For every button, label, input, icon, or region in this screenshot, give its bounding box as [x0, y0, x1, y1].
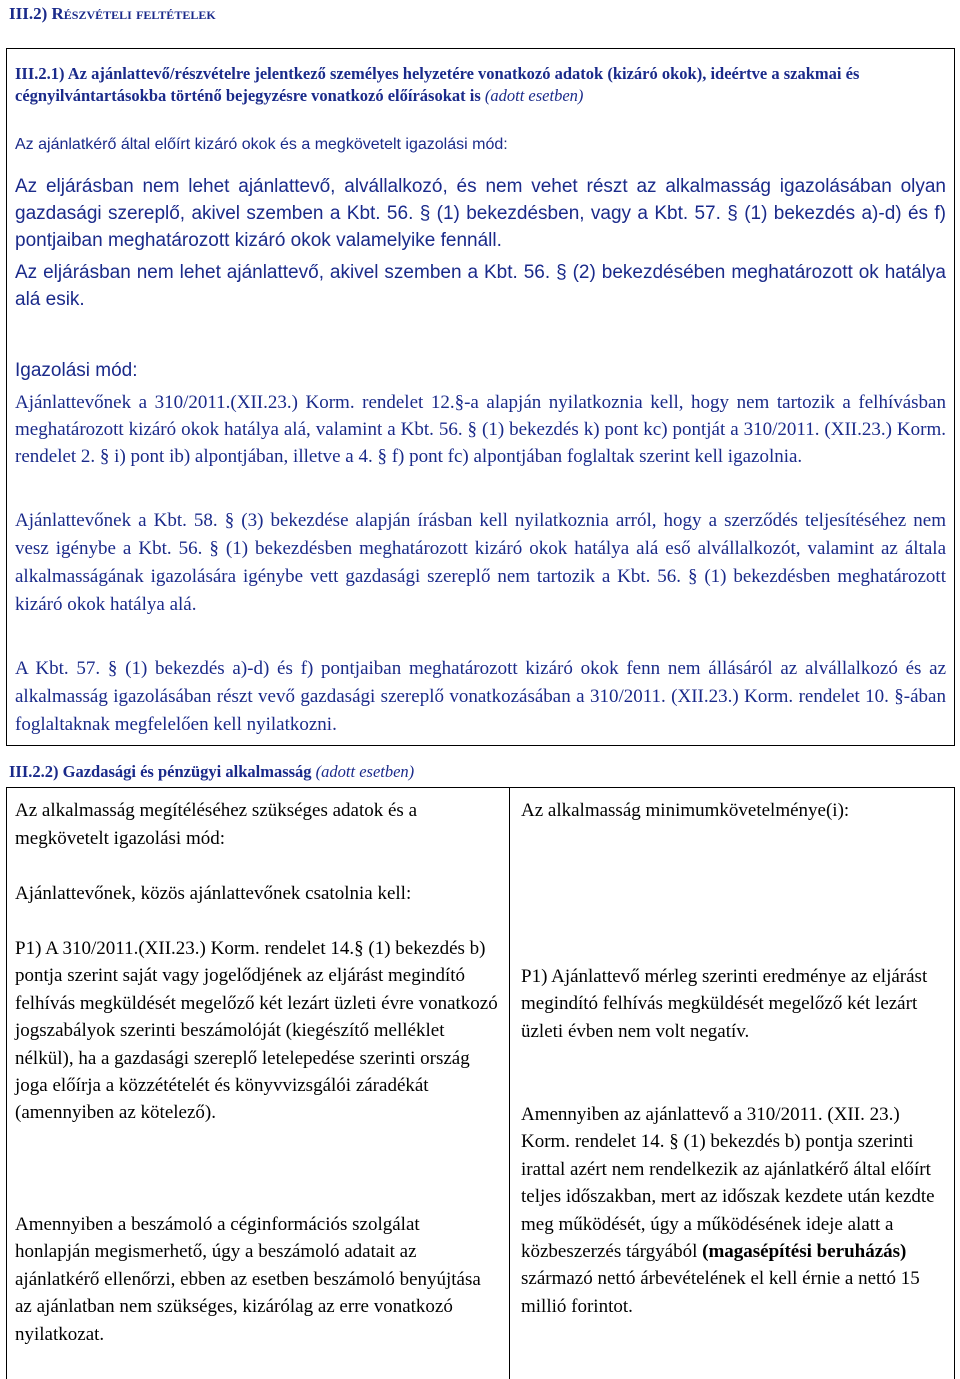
s21-heading-text: Az ajánlattevő/részvételre jelentkező személyes helyzetére vonatkozó adatok (kizáró okok), ideértve a szakmai és cégnyilvántartásokba történő bejegyzésre vonatkozó előírásokat is	[15, 64, 860, 105]
right-p2	[521, 1101, 946, 1320]
s21-igazolasi-label: Igazolási mód:	[15, 360, 138, 381]
s22-heading-num: III.2.2)	[9, 762, 59, 781]
left-p1: Ajánlattevőnek, közös ajánlattevőnek csatolnia kell:	[15, 883, 412, 904]
s21-para5: A Kbt. 57. § (1) bekezdés a)-d) és f) pontjaiban meghatározott kizáró okok fenn nem állásáról az alvállalkozó és az alkalmasság igazolásában részt vevő gazdasági szereplő vonatkozásában a 310/2011. (XII.23.) Korm. rendelet 10. §-ában foglaltaknak megfelelően kell nyilatkozni.	[15, 658, 946, 735]
s21-heading-num: III.2.1)	[15, 64, 65, 83]
s21-para1: Az eljárásban nem lehet ajánlattevő, alvállalkozó, és nem vehet részt az alkalmasság igazolásában olyan gazdasági szereplő, akivel szemben a Kbt. 56. § (1) bekezdésben, vagy a Kbt. 57. § (1) bekezdés a)-d) és f) pontjaiban meghatározott kizáró okok valamelyike fennáll.	[15, 176, 946, 251]
left-p3: Amennyiben a beszámoló a céginformációs szolgálat honlapján megismerhető, úgy a beszámoló adatait az ajánlatkérő ellenőrzi, ebben az esetben beszámoló benyújtása az ajánlatban nem szükséges, kizárólag az erre vonatkozó nyilatkozat.	[15, 1214, 481, 1345]
s22-heading-text: Gazdasági és pénzügyi alkalmasság	[62, 762, 312, 781]
exclusion-grounds-box	[6, 48, 955, 746]
right-header: Az alkalmasság minimumkövetelménye(i):	[521, 800, 850, 821]
right-p2-text: Amennyiben az ajánlattevő a 310/2011. (XII. 23.) Korm. rendelet 14. § (1) bekezdés b) pontja szerinti irattal azért nem rendelkezik az ajánlatkérő által előírt teljes időszakban, mert az időszak kezdete után kezdte meg működését, úgy a működésének ideje alatt a közbeszerzés tárgyából	[521, 1104, 935, 1263]
s22-heading	[9, 761, 960, 783]
right-p2-bold: (magasépítési beruházás)	[702, 1241, 907, 1263]
s21-heading-note: (adott esetben)	[484, 86, 584, 105]
s21-heading	[15, 63, 946, 107]
right-p2-end: származó nettó árbevételének el kell érnie a nettó 15 millió forintot.	[521, 1268, 920, 1317]
requirements-column	[7, 788, 510, 1379]
minimum-requirements-column	[510, 788, 954, 1379]
left-p2: P1) A 310/2011.(XII.23.) Korm. rendelet 14.§ (1) bekezdés b) pontja szerint saját vagy jogelődjének az eljárást megindító felhívás megküldését megelőző két lezárt üzleti évre vonatkozó jogszabályok szerinti beszámolóját (kiegészítő melléklet nélkül), ha a gazdasági szereplő letelepedése szerinti ország joga előírja a közzétételét és könyvvizsgálói záradékát (amennyiben az kötelező).	[15, 938, 498, 1124]
s21-para2: Az eljárásban nem lehet ajánlattevő, akivel szemben a Kbt. 56. § (2) bekezdésében meghatározott ok hatálya alá esik.	[15, 262, 946, 310]
s21-para4: Ajánlattevőnek a Kbt. 58. § (3) bekezdése alapján írásban kell nyilatkoznia arról, hogy a szerződés teljesítéséhez nem vesz igénybe a Kbt. 56. § (1) bekezdésben meghatározott kizáró okok hatálya alá eső alvállalkozót, valamint az általa alkalmasságának igazolására igénybe vett gazdasági szereplő nem tartozik a Kbt. 56. § (1) bekezdésben meghatározott kizáró okok hatálya alá.	[15, 510, 946, 615]
s22-heading-note: (adott esetben)	[315, 762, 415, 781]
left-header: Az alkalmasság megítéléséhez szükséges adatok és a megkövetelt igazolási mód:	[15, 800, 418, 849]
section-title: III.2) Részvételi feltételek	[9, 4, 216, 23]
right-p1: P1) Ajánlattevő mérleg szerinti eredménye az eljárást megindító felhívás megküldését megelőző két lezárt üzleti évben nem volt negatív.	[521, 966, 928, 1042]
financial-capacity-table	[6, 787, 955, 1379]
s21-para3: Ajánlattevőnek a 310/2011.(XII.23.) Korm. rendelet 12.§-a alapján nyilatkoznia kell, hogy nem tartozik a felhívásban meghatározott kizáró okok hatálya alá, valamint a Kbt. 56. § (1) bekezdés k) pont kc) pontját a 310/2011. (XII.23.) Korm. rendelet 2. § i) pont ib) alpontjában, illetve a 4. § f) pont fc) alpontjában foglaltak szerint kell igazolnia.	[15, 392, 946, 467]
s21-subheading: Az ajánlatkérő által előírt kizáró okok és a megkövetelt igazolási mód:	[15, 136, 508, 153]
